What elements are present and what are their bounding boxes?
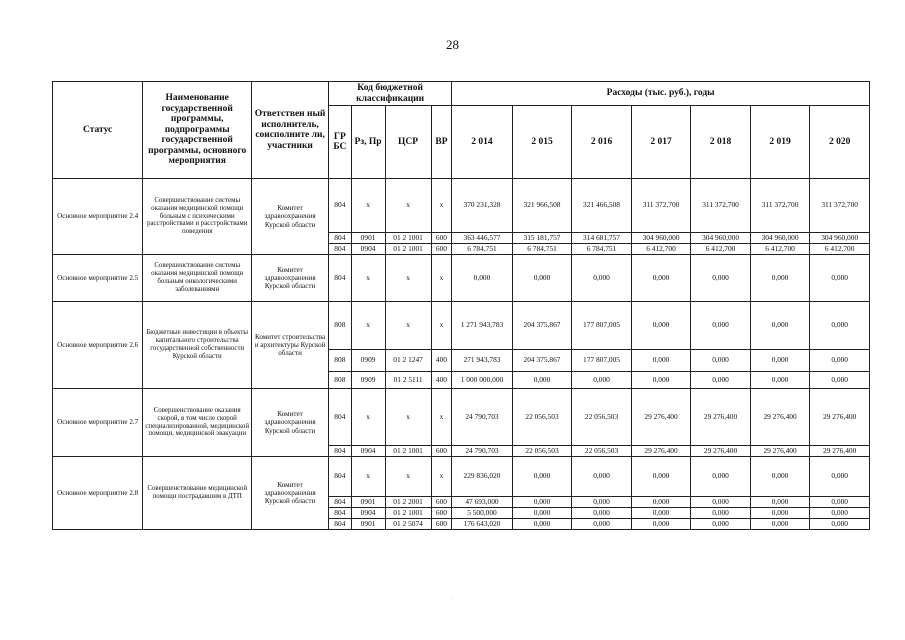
grbs-cell: 808 [329,350,352,372]
csr-cell: 01 2 1001 [385,446,431,457]
value-cell: 177 807,005 [572,302,632,350]
value-cell: 0,000 [691,508,751,519]
value-cell: 22 056,503 [512,446,572,457]
table-row [53,389,870,446]
executor-cell: Комитет здравоохранения Курской области [252,457,329,530]
value-cell: 0,000 [572,508,632,519]
value-cell: 0,000 [691,457,751,497]
rzpr-cell: 0904 [351,244,385,255]
value-cell: 6 412,700 [691,244,751,255]
grbs-cell: 804 [329,179,352,233]
value-cell: 0,000 [810,372,870,389]
value-cell: 321 966,508 [512,179,572,233]
grbs-cell: 804 [329,446,352,457]
rzpr-cell: х [351,389,385,446]
value-cell: 204 375,867 [512,302,572,350]
measure-name-cell: Совершенствование системы оказания медицинской помощи больным онкологическими заболеваниями [143,255,252,302]
csr-cell: 01 2 1001 [385,508,431,519]
grbs-cell: 804 [329,457,352,497]
value-cell: 0,000 [452,255,513,302]
value-cell: 29 276,400 [750,446,810,457]
value-cell: 0,000 [512,457,572,497]
csr-cell: х [385,179,431,233]
csr-cell: 01 2 1247 [385,350,431,372]
value-cell: 271 943,783 [452,350,513,372]
csr-cell: 01 2 1001 [385,233,431,244]
rzpr-cell: 0901 [351,519,385,530]
grbs-cell: 804 [329,233,352,244]
value-cell: 0,000 [810,497,870,508]
grbs-cell: 804 [329,244,352,255]
vr-cell: 600 [431,244,452,255]
vr-cell: 400 [431,372,452,389]
value-cell: 6 412,700 [750,244,810,255]
grbs-cell: 804 [329,389,352,446]
vr-cell: 600 [431,519,452,530]
executor-cell: Комитет здравоохранения Курской области [252,179,329,255]
value-cell: 29 276,400 [691,389,751,446]
col-header-executor: Ответствен ный исполнитель, соисполните ли, участники [252,82,329,179]
rzpr-cell: х [351,179,385,233]
value-cell: 0,000 [750,457,810,497]
table-row [53,457,870,497]
csr-cell: 01 2 5074 [385,519,431,530]
vr-cell: 600 [431,446,452,457]
value-cell: 29 276,400 [631,446,691,457]
value-cell: 47 693,000 [452,497,513,508]
value-cell: 0,000 [512,372,572,389]
value-cell: 315 181,757 [512,233,572,244]
csr-cell: х [385,457,431,497]
value-cell: 0,000 [750,519,810,530]
value-cell: 0,000 [691,519,751,530]
value-cell: 0,000 [810,350,870,372]
value-cell: 311 372,700 [631,179,691,233]
value-cell: 314 681,757 [572,233,632,244]
vr-cell: х [431,302,452,350]
grbs-cell: 804 [329,497,352,508]
col-header-budget-code: Код бюджетной классификации [329,82,452,106]
table-row [53,255,870,302]
status-cell: Основное мероприятие 2.7 [53,389,143,457]
budget-table [52,81,870,530]
value-cell: 0,000 [691,497,751,508]
csr-cell: 01 2 1001 [385,244,431,255]
grbs-cell: 804 [329,255,352,302]
value-cell: 363 446,577 [452,233,513,244]
value-cell: 311 372,700 [750,179,810,233]
csr-cell: 01 2 5111 [385,372,431,389]
value-cell: 0,000 [691,255,751,302]
vr-cell: х [431,255,452,302]
col-header-vr: ВР [431,106,452,179]
rzpr-cell: 0909 [351,350,385,372]
executor-cell: Комитет здравоохранения Курской области [252,255,329,302]
value-cell: 0,000 [512,497,572,508]
value-cell: 0,000 [631,372,691,389]
grbs-cell: 808 [329,372,352,389]
value-cell: 29 276,400 [810,389,870,446]
executor-cell: Комитет здравоохранения Курской области [252,389,329,457]
vr-cell: х [431,179,452,233]
value-cell: 0,000 [631,519,691,530]
value-cell: 304 960,000 [631,233,691,244]
rzpr-cell: 0904 [351,446,385,457]
value-cell: 321 466,508 [572,179,632,233]
scan-speck: · [452,596,454,602]
status-cell: Основное мероприятие 2.6 [53,302,143,389]
col-header-year: 2 016 [572,106,632,179]
value-cell: 311 372,700 [691,179,751,233]
value-cell: 6 784,751 [572,244,632,255]
value-cell: 6 412,700 [631,244,691,255]
table-row [53,179,870,233]
col-header-year: 2 018 [691,106,751,179]
value-cell: 6 784,751 [512,244,572,255]
value-cell: 0,000 [572,497,632,508]
value-cell: 22 056,503 [572,389,632,446]
col-header-year: 2 014 [452,106,513,179]
col-header-year: 2 020 [810,106,870,179]
value-cell: 0,000 [810,255,870,302]
status-cell: Основное мероприятие 2.5 [53,255,143,302]
value-cell: 0,000 [631,508,691,519]
value-cell: 29 276,400 [691,446,751,457]
value-cell: 0,000 [572,457,632,497]
rzpr-cell: х [351,457,385,497]
value-cell: 1 271 943,783 [452,302,513,350]
value-cell: 311 372,700 [810,179,870,233]
vr-cell: 600 [431,233,452,244]
value-cell: 0,000 [631,350,691,372]
status-cell: Основное мероприятие 2.4 [53,179,143,255]
measure-name-cell: Совершенствование медицинской помощи пострадавшим в ДТП [143,457,252,530]
value-cell: 177 807,005 [572,350,632,372]
value-cell: 6 784,751 [452,244,513,255]
value-cell: 0,000 [691,302,751,350]
value-cell: 304 960,000 [810,233,870,244]
value-cell: 22 056,503 [572,446,632,457]
value-cell: 0,000 [512,519,572,530]
value-cell: 0,000 [572,255,632,302]
csr-cell: 01 2 2001 [385,497,431,508]
vr-cell: 600 [431,497,452,508]
value-cell: 0,000 [750,255,810,302]
value-cell: 370 231,328 [452,179,513,233]
col-header-status: Статус [53,82,143,179]
value-cell: 0,000 [691,372,751,389]
value-cell: 176 643,020 [452,519,513,530]
vr-cell: 600 [431,508,452,519]
measure-name-cell: Совершенствование системы оказания медицинской помощи больным с психическими расстройствами и расстройствами поведения [143,179,252,255]
value-cell: 0,000 [810,457,870,497]
value-cell: 0,000 [631,255,691,302]
rzpr-cell: 0901 [351,497,385,508]
grbs-cell: 804 [329,519,352,530]
value-cell: 0,000 [512,255,572,302]
grbs-cell: 808 [329,302,352,350]
value-cell: 0,000 [810,519,870,530]
value-cell: 229 836,020 [452,457,513,497]
csr-cell: х [385,302,431,350]
csr-cell: х [385,255,431,302]
col-header-year: 2 017 [631,106,691,179]
col-header-name: Наименование государственной программы, подпрограммы государственной программы, основного мероприятия [143,82,252,179]
vr-cell: х [431,457,452,497]
rzpr-cell: 0909 [351,372,385,389]
col-header-rzpr: Рз, Пр [351,106,385,179]
col-header-year: 2 019 [750,106,810,179]
col-header-csr: ЦСР [385,106,431,179]
rzpr-cell: 0901 [351,233,385,244]
value-cell: 0,000 [691,350,751,372]
value-cell: 304 960,000 [750,233,810,244]
value-cell: 0,000 [750,497,810,508]
value-cell: 0,000 [810,508,870,519]
value-cell: 204 375,867 [512,350,572,372]
measure-name-cell: Бюджетные инвестиции в объекты капитального строительства государственной собственности Курской области [143,302,252,389]
value-cell: 0,000 [572,519,632,530]
value-cell: 29 276,400 [810,446,870,457]
page-number: 28 [446,37,459,52]
value-cell: 22 056,503 [512,389,572,446]
grbs-cell: 804 [329,508,352,519]
value-cell: 0,000 [750,372,810,389]
value-cell: 0,000 [750,302,810,350]
value-cell: 0,000 [810,302,870,350]
rzpr-cell: х [351,255,385,302]
value-cell: 29 276,400 [631,389,691,446]
value-cell: 6 412,700 [810,244,870,255]
value-cell: 24 790,703 [452,446,513,457]
status-cell: Основное мероприятие 2.8 [53,457,143,530]
rzpr-cell: х [351,302,385,350]
value-cell: 0,000 [631,302,691,350]
value-cell: 29 276,400 [750,389,810,446]
value-cell: 304 960,000 [691,233,751,244]
col-header-grbs: ГР БС [329,106,352,179]
value-cell: 0,000 [631,457,691,497]
measure-name-cell: Совершенствование оказания скорой, в том числе скорой специализированной, медицинской помощи, медицинской эвакуации [143,389,252,457]
value-cell: 5 500,000 [452,508,513,519]
value-cell: 0,000 [750,508,810,519]
vr-cell: 400 [431,350,452,372]
table-row [53,302,870,350]
value-cell: 0,000 [750,350,810,372]
value-cell: 1 000 000,000 [452,372,513,389]
col-header-year: 2 015 [512,106,572,179]
value-cell: 0,000 [631,497,691,508]
vr-cell: х [431,389,452,446]
executor-cell: Комитет строительства и архитектуры Курской области [252,302,329,389]
rzpr-cell: 0904 [351,508,385,519]
value-cell: 0,000 [572,372,632,389]
csr-cell: х [385,389,431,446]
value-cell: 0,000 [512,508,572,519]
value-cell: 24 790,703 [452,389,513,446]
col-header-expenses: Расходы (тыс. руб.), годы [452,82,870,106]
